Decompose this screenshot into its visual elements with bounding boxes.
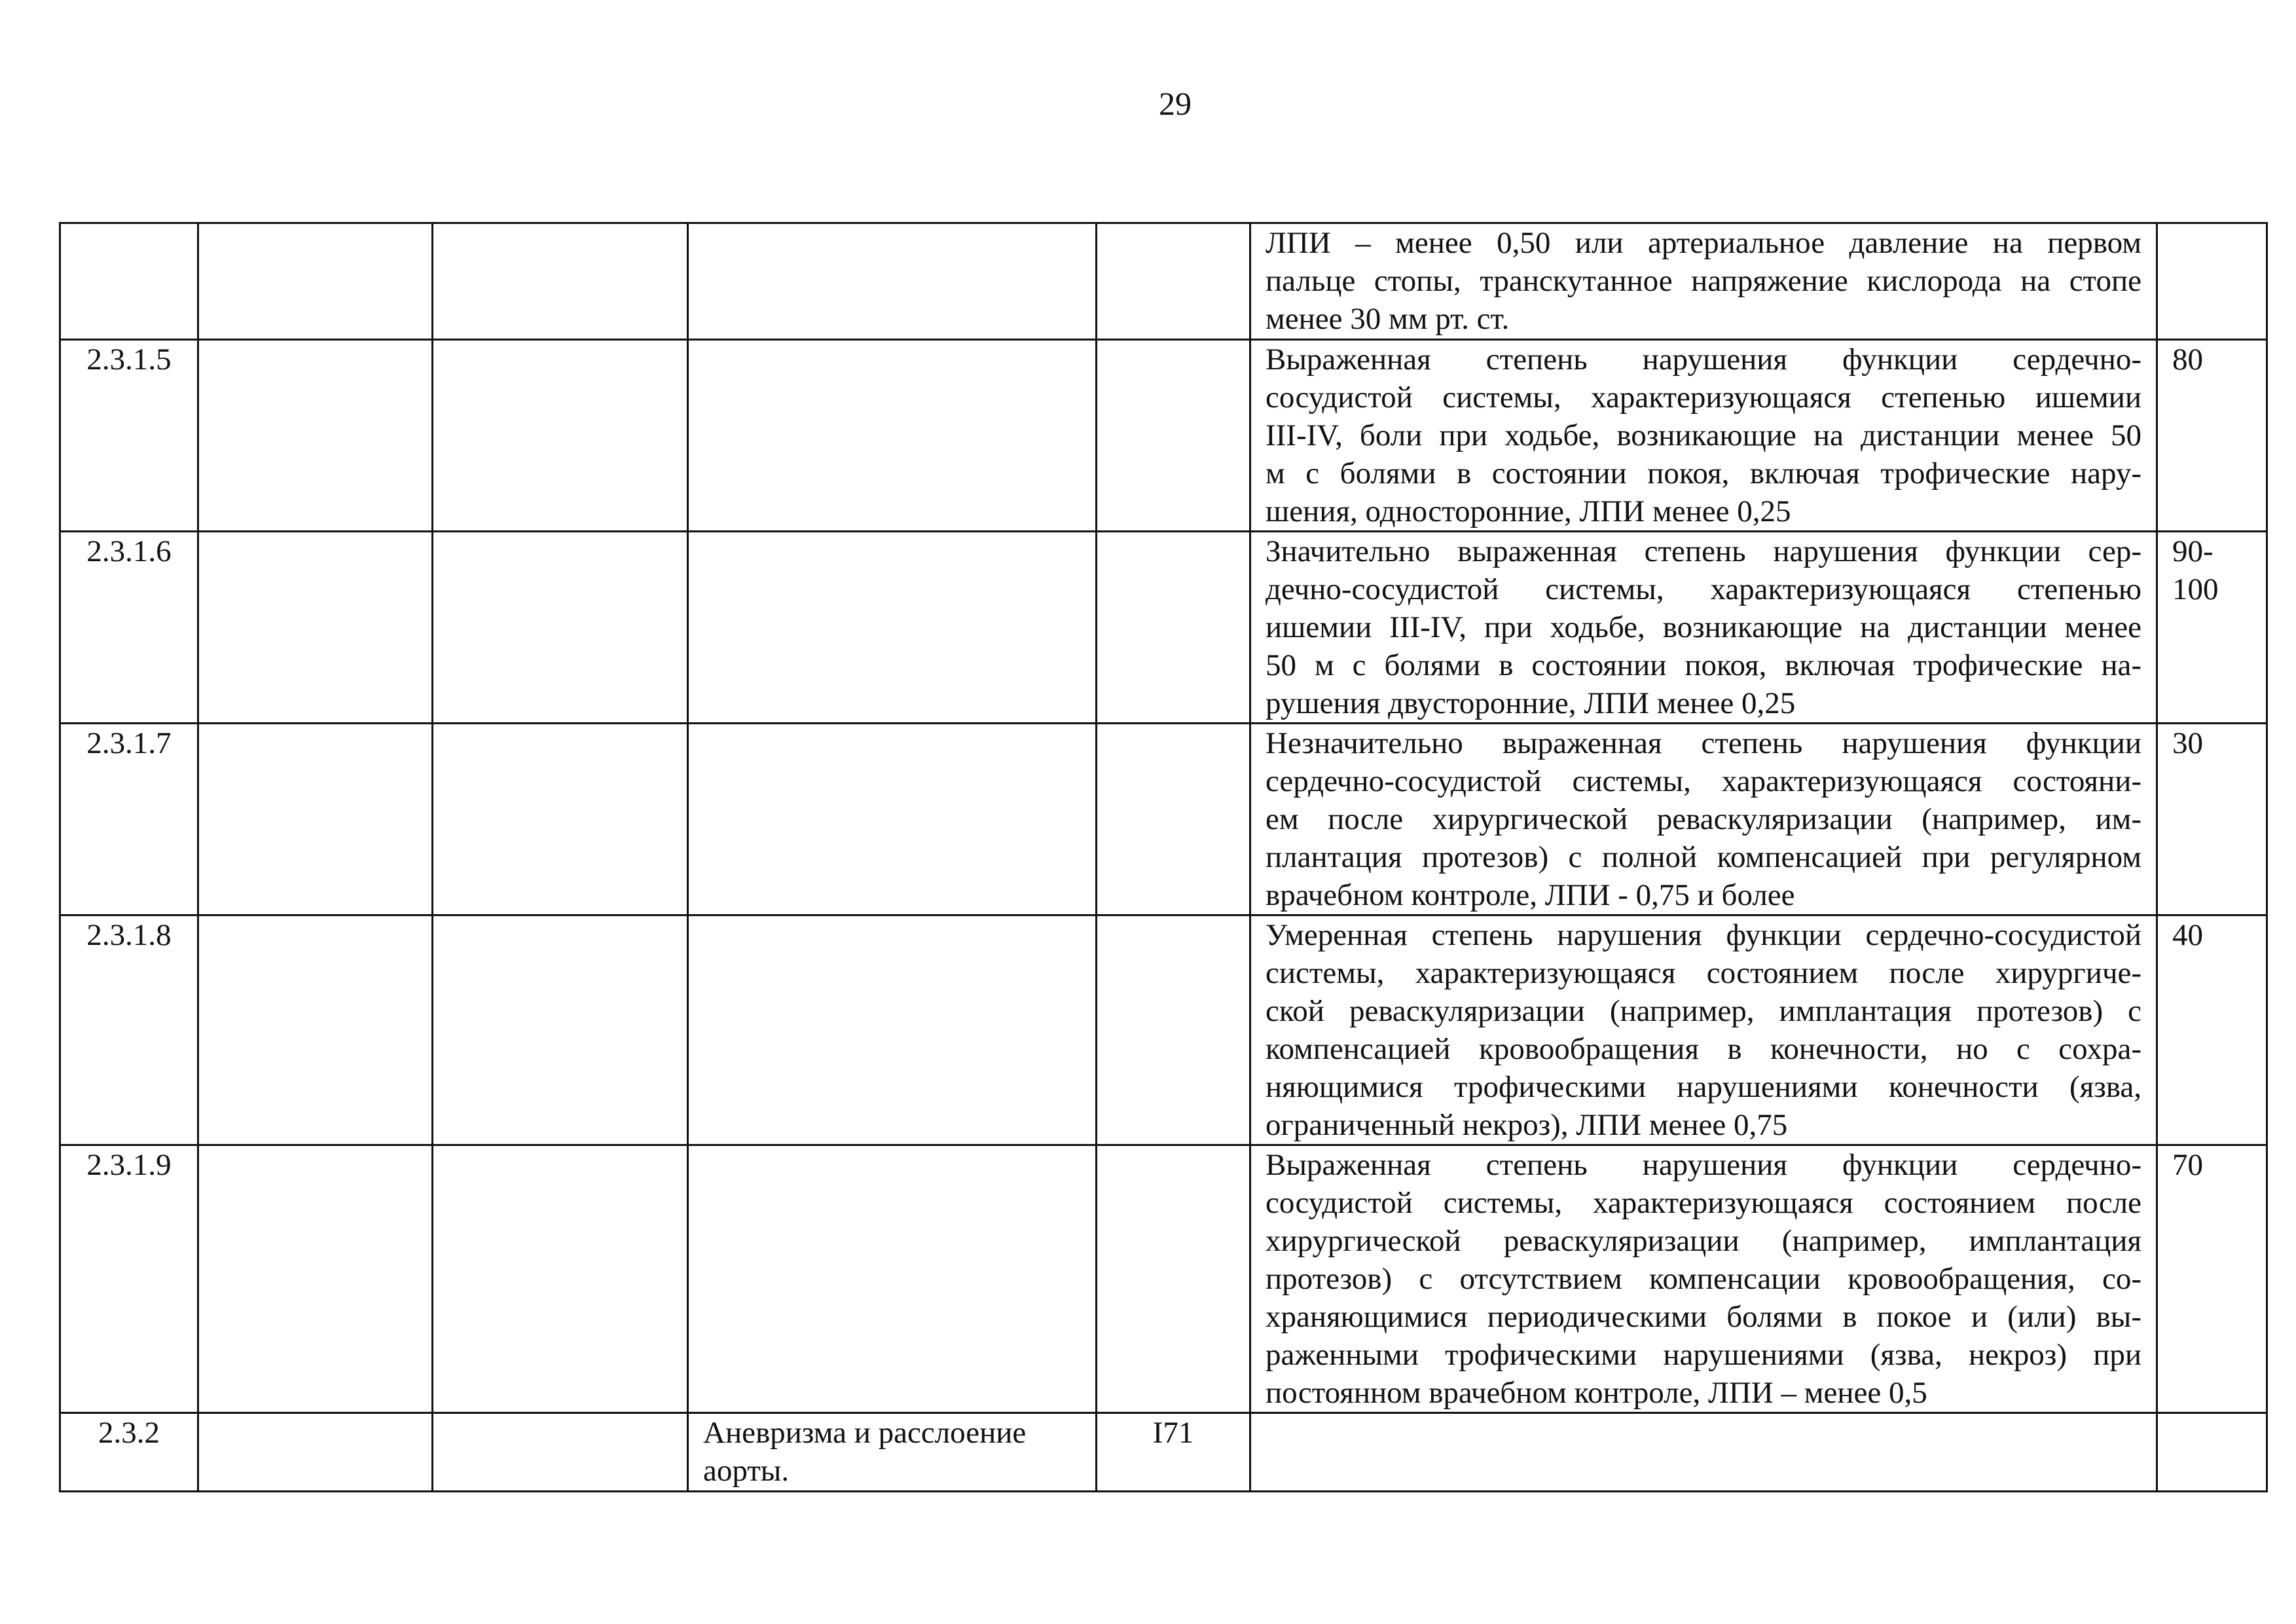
item-code-cell: 2.3.1.7	[60, 724, 198, 915]
description-line: ем после хирургической реваскуляризации (например, им-	[1266, 802, 2141, 836]
item-code-cell: 2.3.1.5	[60, 340, 198, 532]
empty-cell	[433, 1145, 688, 1413]
item-code-cell: 2.3.2	[60, 1413, 198, 1492]
condition-name-cell	[688, 340, 1097, 532]
description-line: системы, характеризующаяся состоянием после хирургиче-	[1266, 956, 2141, 990]
item-code-cell: 2.3.1.8	[60, 915, 198, 1145]
empty-cell	[198, 915, 433, 1145]
icd-code-cell	[1097, 223, 1250, 340]
empty-cell	[198, 1413, 433, 1492]
description-line: Незначительно выраженная степень нарушения функции	[1266, 726, 2141, 760]
description-line: постоянном врачебном контроле, ЛПИ – менее 0,5	[1266, 1376, 1927, 1410]
description-line: плантация протезов) с полной компенсацией при регулярном	[1266, 840, 2141, 874]
description-line: менее 30 мм рт. ст.	[1266, 302, 1510, 336]
empty-cell	[433, 223, 688, 340]
description-line: протезов) с отсутствием компенсации кровообращения, со-	[1266, 1262, 2141, 1296]
empty-cell	[433, 1413, 688, 1492]
description-line: сосудистой системы, характеризующаяся степенью ишемии	[1266, 380, 2141, 415]
condition-name-cell	[688, 1145, 1097, 1413]
description-cell	[1250, 1145, 2157, 1413]
table-row	[60, 223, 2267, 340]
description-cell	[1250, 1413, 2157, 1492]
empty-cell	[433, 532, 688, 724]
percent-cell: 90- 100	[2157, 532, 2267, 724]
icd-code-cell	[1097, 1145, 1250, 1413]
description-line: рушения двусторонние, ЛПИ менее 0,25	[1266, 686, 1796, 720]
description-line: ЛПИ – менее 0,50 или артериальное давление на первом	[1266, 226, 2141, 260]
description-line: компенсацией кровообращения в конечности, но с сохра-	[1266, 1032, 2141, 1066]
condition-name-cell: Аневризма и расслоение аорты.	[688, 1413, 1097, 1492]
description-cell	[1250, 223, 2157, 340]
condition-name-cell	[688, 532, 1097, 724]
empty-cell	[433, 724, 688, 915]
description-line: Умеренная степень нарушения функции сердечно-сосудистой	[1266, 918, 2141, 952]
description-line: сердечно-сосудистой системы, характеризующаяся состояни-	[1266, 764, 2141, 798]
empty-cell	[198, 223, 433, 340]
icd-code-cell	[1097, 532, 1250, 724]
description-line: врачебном контроле, ЛПИ - 0,75 и более	[1266, 878, 1795, 912]
description-line: храняющимися периодическими болями в покое и (или) вы-	[1266, 1300, 2141, 1334]
empty-cell	[433, 915, 688, 1145]
item-code-cell	[60, 223, 198, 340]
disability-criteria-table	[59, 222, 2268, 1492]
page-number: 29	[1159, 85, 1192, 122]
empty-cell	[198, 340, 433, 532]
description-line: ской реваскуляризации (например, имплантация протезов) с	[1266, 994, 2141, 1028]
empty-cell	[198, 1145, 433, 1413]
description-cell	[1250, 532, 2157, 724]
condition-name-cell	[688, 724, 1097, 915]
description-line: м с болями в состоянии покоя, включая трофические нару-	[1266, 456, 2141, 490]
description-line: Выраженная степень нарушения функции сердечно-	[1266, 1148, 2141, 1182]
description-line: Значительно выраженная степень нарушения функции сер-	[1266, 534, 2141, 568]
percent-cell: 30	[2157, 724, 2267, 915]
description-line: няющимися трофическими нарушениями конечности (язва,	[1266, 1070, 2141, 1104]
description-line: ишемии III-IV, при ходьбе, возникающие на дистанции менее	[1266, 610, 2141, 644]
description-line: хирургической реваскуляризации (например, имплантация	[1266, 1224, 2141, 1258]
percent-cell: 70	[2157, 1145, 2267, 1413]
table-row	[60, 340, 2267, 532]
condition-name-cell	[688, 223, 1097, 340]
description-line: раженными трофическими нарушениями (язва, некроз) при	[1266, 1338, 2141, 1372]
description-line: 50 м с болями в состоянии покоя, включая трофические на-	[1266, 648, 2141, 682]
description-line: сосудистой системы, характеризующаяся состоянием после	[1266, 1186, 2141, 1220]
empty-cell	[198, 532, 433, 724]
table-row	[60, 724, 2267, 915]
description-cell	[1250, 340, 2157, 532]
icd-code-cell	[1097, 915, 1250, 1145]
description-line: дечно-сосудистой системы, характеризующаяся степенью	[1266, 572, 2141, 606]
item-code-cell: 2.3.1.9	[60, 1145, 198, 1413]
item-code-cell: 2.3.1.6	[60, 532, 198, 724]
table-row	[60, 1145, 2267, 1413]
percent-cell: 80	[2157, 340, 2267, 532]
table-row	[60, 532, 2267, 724]
description-line: шения, односторонние, ЛПИ менее 0,25	[1266, 494, 1791, 528]
percent-cell	[2157, 223, 2267, 340]
condition-name-cell	[688, 915, 1097, 1145]
description-line: III-IV, боли при ходьбе, возникающие на дистанции менее 50	[1266, 418, 2141, 452]
description-cell	[1250, 724, 2157, 915]
empty-cell	[198, 724, 433, 915]
description-cell	[1250, 915, 2157, 1145]
table-row	[60, 915, 2267, 1145]
empty-cell	[433, 340, 688, 532]
icd-code-cell	[1097, 724, 1250, 915]
percent-cell	[2157, 1413, 2267, 1492]
icd-code-cell: I71	[1097, 1413, 1250, 1492]
description-line: Выраженная степень нарушения функции сердечно-	[1266, 342, 2141, 377]
description-line: ограниченный некроз), ЛПИ менее 0,75	[1266, 1108, 1788, 1142]
table-row	[60, 1413, 2267, 1492]
description-line: пальце стопы, транскутанное напряжение кислорода на стопе	[1266, 264, 2141, 298]
icd-code-cell	[1097, 340, 1250, 532]
percent-cell: 40	[2157, 915, 2267, 1145]
